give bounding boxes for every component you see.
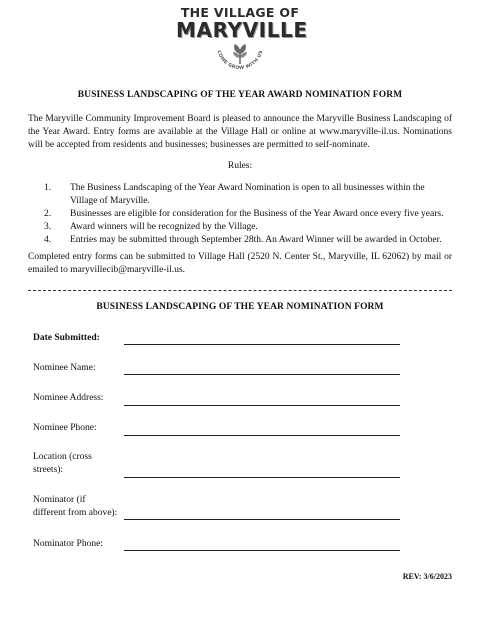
rule-item [28,234,452,247]
form-title: BUSINESS LANDSCAPING OF THE YEAR NOMINATION FORM [96,302,384,312]
nominee-name-label: Nominee Name: [33,363,96,373]
announcement-title: BUSINESS LANDSCAPING OF THE YEAR AWARD NOMINATION FORM [77,90,403,100]
nominator-field[interactable] [124,519,400,520]
rule-text: Businesses are eligible for consideration for the Business of the Year Award once every five years. [70,209,444,219]
nominee-phone-label: Nominee Phone: [33,423,97,433]
rule-text: The Business Landscaping of the Year Award Nomination is open to all businesses within the Village of Maryville. [70,183,425,206]
nominee-name-field[interactable] [124,374,400,375]
nominator-phone-label: Nominator Phone: [33,539,103,549]
cut-line-divider [28,290,452,291]
nominator-label: Nominator (if different from above): [33,495,118,518]
date-submitted-label: Date Submitted: [33,333,100,343]
nominee-address-label: Nominee Address: [33,393,104,403]
rule-text: Award winners will be recognized by the Village. [70,222,258,232]
rule-number: 2. [44,209,52,219]
location-label: Location (cross streets): [33,452,92,475]
logo-main-text: MARYVILLE [176,18,308,42]
rules-heading: Rules: [227,161,253,171]
revision-date: REV: 3/6/2023 [402,572,452,581]
rule-number: 3. [44,222,52,232]
rule-number: 4. [44,235,52,245]
plant-icon [233,44,247,64]
rule-item [28,182,452,208]
logo-emblem [214,40,266,74]
rule-text: Entries may be submitted through September 28th. An Award Winner will be awarded in October. [70,235,442,245]
logo-top-text: THE VILLAGE OF [180,5,300,20]
rule-item [28,221,452,234]
submission-paragraph: Completed entry forms can be submitted to Village Hall (2520 N. Center St., Maryville, IL 62062) by mail or emailed to maryvillecib@maryville-il.us. [28,252,452,275]
intro-paragraph: The Maryville Community Improvement Board is pleased to announce the Maryville Business Landscaping of the Year Award. Entry forms are available at the Village Hall or online at www.maryville-il.us. Nominations will be accepted from residents and businesses; businesses are permitted to self-nominate. [28,114,452,150]
rule-number: 1. [44,183,52,193]
location-field[interactable] [124,477,400,478]
village-logo [176,5,308,76]
nominator-phone-field[interactable] [124,550,400,551]
nominee-address-field[interactable] [124,405,400,406]
rules-list [28,182,452,247]
nominee-phone-field[interactable] [124,435,400,436]
date-submitted-field[interactable] [124,344,400,345]
rule-item [28,208,452,221]
logo-tagline: COME GROW WITH US [215,49,265,72]
